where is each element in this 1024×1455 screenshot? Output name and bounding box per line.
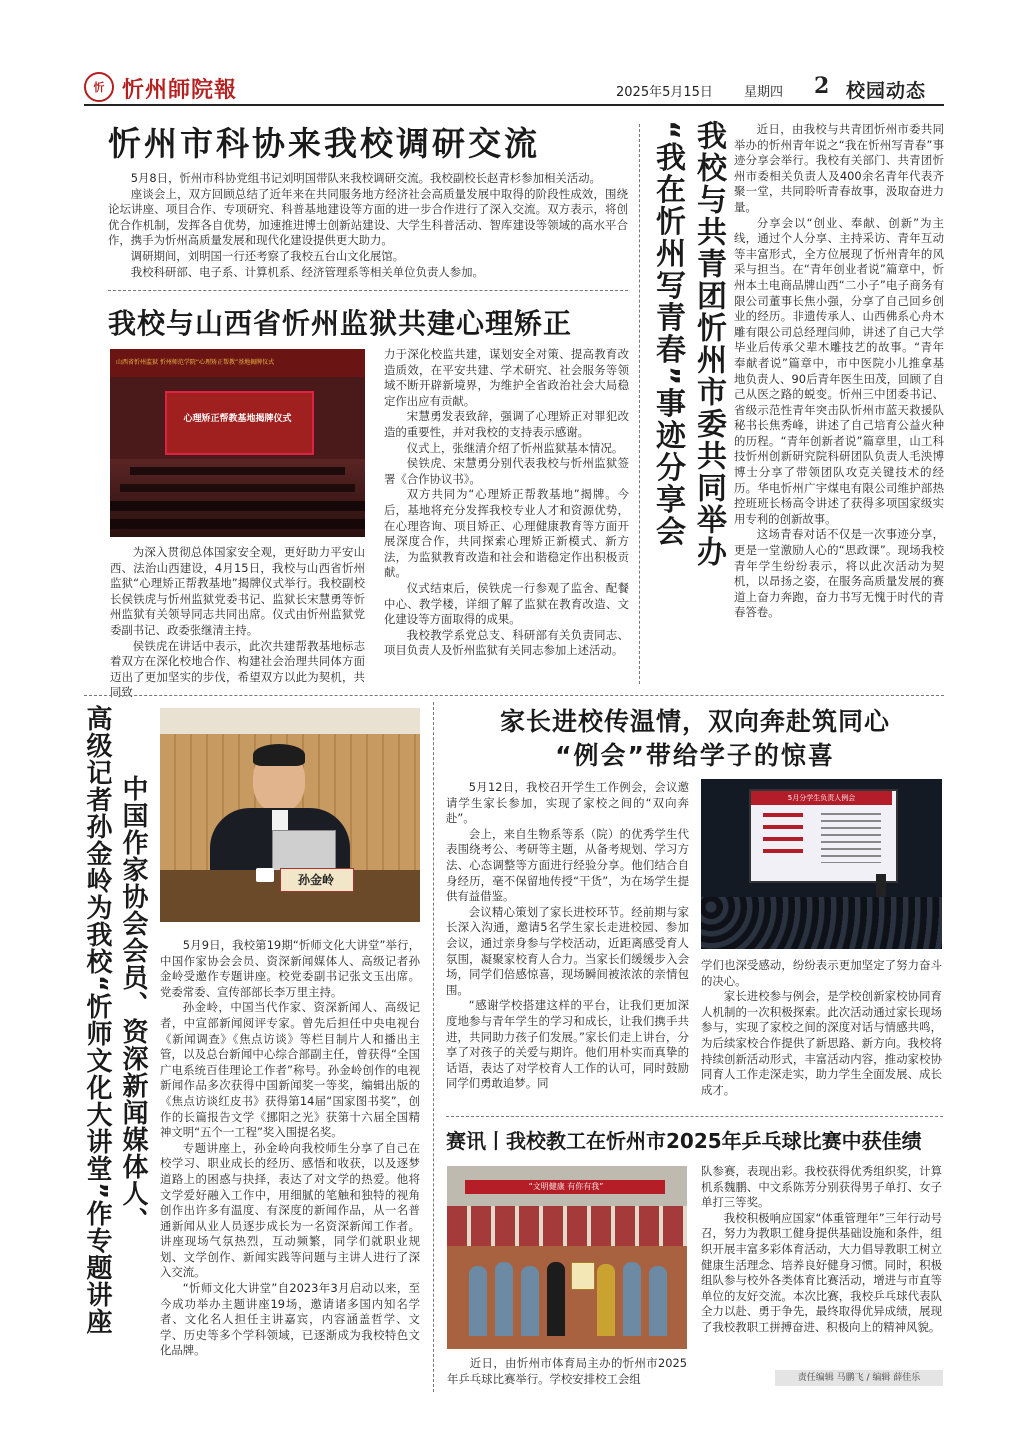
article2-paragraph: 力于深化校监共建，谋划安全对策、提高教育改造质效，在平安共建、学术研究、社会服务等领域不断开辟新境界，为维护全省政治社会大局稳定作出应有贡献。 bbox=[384, 347, 629, 408]
speaker-photo bbox=[160, 708, 420, 922]
article4-paragraph: 专题讲座上，孙金岭向我校师生分享了自己在校学习、职业成长的经历、感悟和收获，以及逐梦道路上的困惑与抉择，表达了对文学的热爱。他将文学爱好融入工作中，用细腻的笔触和独特的视角创作出许多有温度、有深度的新闻作品，从一名普通新闻从业人员逐步成长为一名资深新闻工作者。讲座现场气氛热烈，互动频繁，同学们就职业规划、文学创作、新闻实践等问题与主讲人进行了深入交流。 bbox=[160, 1140, 420, 1280]
article5-paragraph: 5月12日，我校召开学生工作例会，会议邀请学生家长参加，实现了家校之间的“双向奔赴”。 bbox=[446, 780, 689, 826]
article3-paragraph: 分享会以“创业、奉献、创新”为主线，通过个人分享、主持采访、青年互动等丰富形式，全方位展现了忻州青年的风采与担当。在“青年创业者说”篇章中，忻州本土电商品牌山西“二小子”电子商务有限公司董事长焦小强，分享了自己回乡创业的经历。非遗传承人、山西佛系心舟木雕有限公司总经理闫帅，讲述了自己大学毕业后传承父辈木雕技艺的故事。“青年奉献者说”篇章中，市中医院小儿推拿基地负责人、90后青年医生田茂，回顾了自己从医之路的蜕变。忻州三中团委书记、省级示范性青年突击队忻州市蓝天救援队秘书长焦秀峰，讲述了自己培育公益火种的历程。“青年创新者说”篇章里，山工科技忻州创新研究院科研团队负责人毛泱博博士分享了带领团队攻克关键技术的经历。华电忻州广宇煤电有限公司维护部热控班班长杨高令讲述了获得多项国家级实用专利的创新故事。 bbox=[734, 215, 944, 526]
article1-paragraph: 我校科研部、电子系、计算机系、经济管理系等相关单位负责人参加。 bbox=[130, 264, 484, 279]
article2-paragraph: 侯铁虎在讲话中表示，此次共建帮教基地标志着双方在深化校地合作、构建社会治理共同体方面迈出了更加坚实的步伐，希望双方以此为契机，共同致 bbox=[110, 638, 365, 700]
divider bbox=[433, 702, 434, 1392]
article1-paragraph: 5月8日，忻州市科协党组书记刘明国带队来我校调研交流。我校副校长赵青杉参加相关活动。 bbox=[130, 171, 601, 185]
editor-credit: 责任编辑 马鹏飞 / 编辑 薛佳乐 bbox=[775, 1370, 943, 1386]
article4-title-line1: 高级记者孙金岭为我校“忻师文化大讲堂”作专题讲座 bbox=[82, 705, 112, 1336]
article3-body bbox=[734, 122, 944, 621]
article2-right-column bbox=[384, 347, 629, 659]
divider bbox=[84, 695, 944, 696]
school-seal-icon: 忻 bbox=[84, 72, 114, 102]
article3-title-line2: “我在忻州写青春”事迹分享会 bbox=[650, 120, 685, 548]
article4-paragraph: “忻师文化大讲堂”自2023年3月启动以来，至今成功举办主题讲座19场，邀请诸多国内知名学者、文化名人担任主讲嘉宾，内容涵盖哲学、文学、历史等多个学科领域，已逐渐成为我校特色文化品牌。 bbox=[160, 1281, 420, 1358]
article2-paragraph: 侯铁虎、宋慧勇分别代表我校与忻州监狱签署《合作协议书》。 bbox=[384, 456, 629, 486]
meeting-photo bbox=[701, 779, 942, 949]
ceremony-banner: 山西省忻州监狱 忻州师范学院“心理矫正帮教”基地揭牌仪式 bbox=[116, 359, 275, 366]
article1-paragraph: 调研期间，刘明国一行还考察了我校五台山文化展馆。 bbox=[130, 248, 405, 263]
article2-left-column bbox=[110, 545, 365, 701]
article6-paragraph: 队参赛，表现出彩。我校获得优秀组织奖，计算机系魏鹏、中文系陈芳分别获得男子单打、女子单打三等奖。 bbox=[701, 1164, 942, 1210]
meeting-screen-title: 5月分学生负责人例会 bbox=[787, 794, 856, 802]
pingpong-photo bbox=[447, 1166, 687, 1349]
article5-right-column bbox=[701, 958, 942, 1098]
ceremony-photo bbox=[110, 349, 365, 537]
divider bbox=[108, 290, 628, 291]
issue-date: 2025年5月15日 bbox=[616, 85, 713, 100]
divider bbox=[639, 124, 640, 684]
paper-name: 忻州師院報 bbox=[122, 77, 238, 103]
speaker-nameplate: 孙金岭 bbox=[297, 873, 334, 887]
article6-title: 赛讯丨我校教工在忻州市2025年乒乓球比赛中获佳绩 bbox=[446, 1129, 922, 1153]
article4-paragraph: 5月9日，我校第19期“忻师文化大讲堂”举行，中国作家协会会员、资深新闻媒体人、高级记者孙金岭受邀作专题讲座。校党委副书记张文玉出席。党委常委、宣传部部长李万里主持。 bbox=[160, 938, 420, 999]
article2-paragraph: 为深入贯彻总体国家安全观，更好助力平安山西、法治山西建设，4月15日，我校与山西省忻州监狱“心理矫正帮教基地”揭牌仪式举行。我校副校长侯铁虎与忻州监狱党委书记、监狱长宋慧勇等忻州监狱有关领导同志共同出席。仪式由忻州监狱党委副书记、政委张继清主持。 bbox=[110, 545, 365, 637]
article5-paragraph: 家长进校参与例会，是学校创新家校协同育人机制的一次积极探索。此次活动通过家长现场参与，实现了家校之间的深度对话与情感共鸣，为后续家校合作提供了新思路、新方向。我校将持续创新活动形式，丰富活动内容，推动家校协同育人工作走深走实，助力学生全面发展、成长成才。 bbox=[701, 989, 942, 1097]
article5-title-line2: “例会”带给学子的惊喜 bbox=[555, 741, 835, 770]
issue-weekday: 星期四 bbox=[744, 85, 784, 100]
article3-paragraph: 这场青春对话不仅是一次事迹分享，更是一堂激励人心的“思政课”。现场我校青年学生纷纷表示，将以此次活动为契机，以昂扬之姿，在服务高质量发展的赛道上奋力奔跑，奋力书写无愧于时代的青春答卷。 bbox=[734, 527, 944, 620]
article5-paragraph: 会议精心策划了家长进校环节。经前期与家长深入沟通，邀请5名学生家长走进校园、参加会议，通过亲身参与学校活动，近距离感受育人氛围，凝聚家校育人合力。当家长们缓缓步入会场，同学们倍感惊喜，现场瞬间被浓浓的亲情包围。 bbox=[446, 904, 689, 997]
article6-paragraph: 我校积极响应国家“体重管理年”三年行动号召，努力为教职工健身提供基础设施和条件，组织开展丰富多彩体育活动，大力倡导教职工树立健康生活理念、培养良好健身习惯。同时，积极组队参与校外各类体育比赛活动，增进与市直等单位的友好交流。本次比赛，我校乒乓球代表队全力以赴、勇于争先，最终取得优异成绩，展现了我校教职工拼搏奋进、积极向上的精神风貌。 bbox=[701, 1210, 942, 1334]
article3-title-line1: 我校与共青团忻州市委共同举办 bbox=[691, 120, 726, 568]
article6-left-column bbox=[447, 1356, 687, 1387]
article1-paragraph: 座谈会上，双方回顾总结了近年来在共同服务地方经济社会高质量发展中取得的阶段性成效，围绕论坛讲座、项目合作、专项研究、科普基地建设等方面的进一步合作进行了深入交流。双方表示，将创优合作机制，发挥各自优势，加速推进博士创新站建设、大学生科普活动、智库建设等领域的高水平合作，携手为忻州高质量发展和现代化建设提供更大助力。 bbox=[108, 186, 628, 248]
article5-left-column bbox=[446, 780, 689, 1092]
page-number: 2 bbox=[814, 73, 830, 99]
article2-paragraph: 仪式结束后，侯铁虎一行参观了监舍、配餐中心、教学楼，详细了解了监狱在教育改造、文化建设等方面取得的成果。 bbox=[384, 580, 629, 627]
header-rule bbox=[84, 104, 944, 106]
article6-paragraph: 近日，由忻州市体育局主办的忻州市2025年乒乓球比赛举行。学校安排校工会组 bbox=[447, 1356, 687, 1386]
article5-paragraph: 会上，来自生物系等系（院）的优秀学生代表围绕考公、考研等主题，从备考规划、学习方法、心态调整等方面进行经验分享。他们结合自身经历，毫不保留地传授“干货”，为在场学生提供有益借鉴。 bbox=[446, 826, 689, 904]
article5-paragraph: 学们也深受感动，纷纷表示更加坚定了努力奋斗的决心。 bbox=[701, 958, 942, 988]
ceremony-screen-text: 心理矫正帮教基地揭牌仪式 bbox=[183, 414, 292, 424]
section-name: 校园动态 bbox=[846, 80, 927, 102]
article1-title: 忻州市科协来我校调研交流 bbox=[108, 124, 540, 163]
pingpong-banner: “文明健康 有你有我” bbox=[528, 1182, 604, 1191]
article4-title-line2: 中国作家协会会员、资深新闻媒体人、 bbox=[118, 775, 148, 1234]
article2-paragraph: 宋慧勇发表致辞，强调了心理矫正对罪犯改造的重要性，并对我校的支持表示感谢。 bbox=[384, 409, 629, 439]
masthead bbox=[84, 72, 944, 104]
article5-title-line1: 家长进校传温情，双向奔赴筑同心 bbox=[499, 707, 890, 736]
article4-body bbox=[160, 938, 420, 1359]
article1-body bbox=[108, 171, 628, 280]
article6-right-column bbox=[701, 1164, 942, 1336]
article2-paragraph: 仪式上，张继清介绍了忻州监狱基本情况。 bbox=[406, 440, 624, 455]
article4-paragraph: 孙金岭，中国当代作家、资深新闻人、高级记者，中宣部新闻阅评专家。曾先后担任中央电视台《新闻调查》《焦点访谈》等栏目制片人和播出主管，以及总台新闻中心综合部副主任，曾获得“全国广电系统百佳理论工作者”称号。孙金岭创作的电视新闻作品多次获得中国新闻奖一等奖，编辑出版的《焦点访谈红皮书》获得第14届“国家图书奖”，创作的长篇报告文学《挪阳之光》获第十六届全国精神文明“五个一工程”奖入围提名奖。 bbox=[160, 1000, 420, 1140]
article5-paragraph: “感谢学校搭建这样的平台，让我们更加深度地参与青年学生的学习和成长，让我们携手共进，共同助力孩子们发展。”家长们走上讲台，分享了对孩子的关爱与期许。他们用朴实而真挚的话语，表达了对学校育人工作的认可，同时鼓励同学们勇敢追梦。同 bbox=[446, 998, 689, 1091]
divider bbox=[446, 1116, 943, 1117]
article2-paragraph: 我校教学系党总支、科研部有关负责同志、项目负责人及忻州监狱有关同志参加上述活动。 bbox=[384, 627, 629, 658]
article2-title: 我校与山西省忻州监狱共建心理矫正 bbox=[108, 307, 573, 340]
article2-paragraph: 双方共同为“心理矫正帮教基地”揭牌。今后，基地将充分发挥我校专业人才和资源优势，在心理咨询、项目矫正、心理健康教育等方面开展深度合作，共同探索心理矫正新模式、新方法，为监狱教育改造和社会和谐稳定作出积极贡献。 bbox=[384, 487, 629, 580]
article3-paragraph: 近日，由我校与共青团忻州市委共同举办的忻州青年说之“我在忻州写青春”事迹分享会举行。我校有关部门、共青团忻州市委相关负责人及400余名青年代表齐聚一堂，共同聆听青春故事，汲取奋进力量。 bbox=[734, 122, 944, 214]
